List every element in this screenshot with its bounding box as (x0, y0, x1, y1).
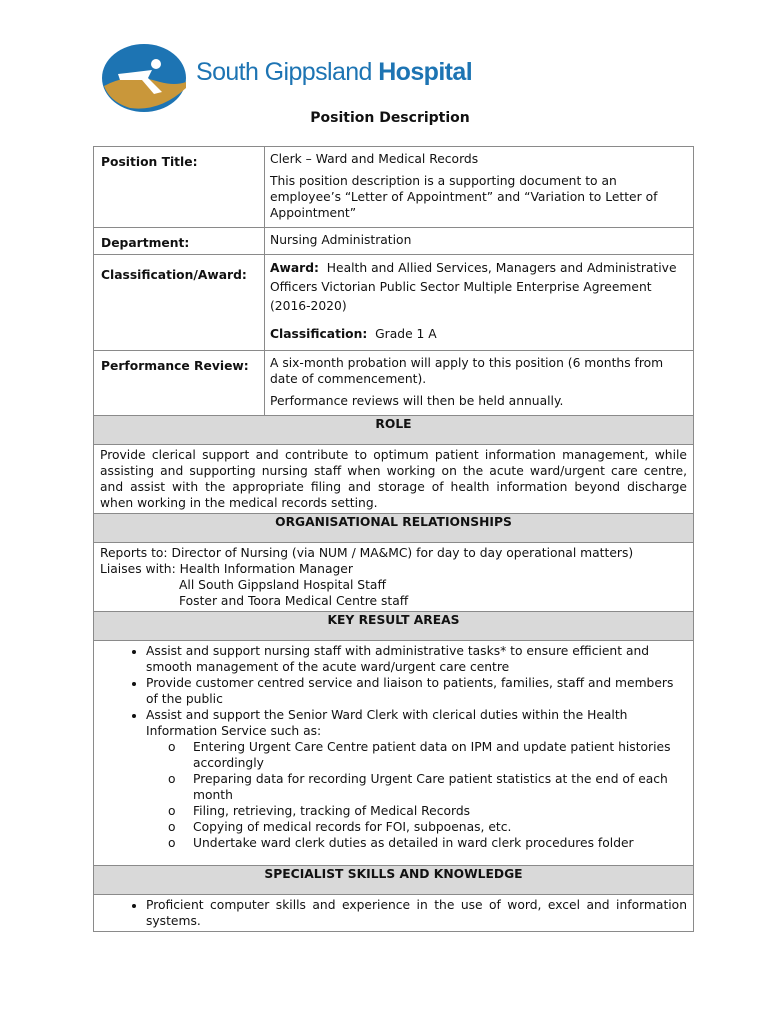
relationships-heading: ORGANISATIONAL RELATIONSHIPS (94, 514, 694, 543)
list-item: • Proficient computer skills and experience in the use of word, excel and information systems. (146, 897, 687, 929)
list-item: o Preparing data for recording Urgent Care patient statistics at the end of each month (176, 771, 687, 803)
role-row (94, 445, 694, 514)
liaises-with: Liaises with: Health Information Manager (100, 562, 353, 576)
award-value: Health and Allied Services, Managers and Administrative Officers Victorian Public Sector Multiple Enterprise Agreement (2016-2020) (270, 261, 677, 313)
role-heading: ROLE (94, 416, 694, 445)
performance-review-row (94, 351, 694, 416)
department-row (94, 228, 694, 255)
department-label: Department: (94, 228, 265, 255)
position-title-label: Position Title: (94, 147, 265, 228)
hospital-name: South Gippsland Hospital (196, 58, 473, 86)
performance-review-label: Performance Review: (94, 351, 265, 416)
hospital-logo (100, 42, 500, 114)
list-item: • Assist and support nursing staff with administrative tasks* to ensure efficient and smooth management of the acute ward/urgent care centre (146, 643, 687, 675)
department-value: Nursing Administration (270, 233, 412, 247)
role-header-row (94, 416, 694, 445)
document-title: Position Description (310, 110, 470, 126)
relationships-header-row (94, 514, 694, 543)
reports-to: Reports to: Director of Nursing (via NUM / MA&MC) for day to day operational matters) (100, 546, 634, 560)
performance-review-value: A six-month probation will apply to this position (6 months from date of commencement). (270, 356, 664, 386)
position-title-row (94, 147, 694, 228)
key-results-heading: KEY RESULT AREAS (94, 612, 694, 641)
specialist-header-row (94, 866, 694, 895)
position-description-table (93, 146, 694, 932)
key-results-header-row (94, 612, 694, 641)
list-item: o Filing, retrieving, tracking of Medical Records (176, 803, 687, 819)
classification-value: Grade 1 A (375, 327, 437, 341)
classification-award-row (94, 255, 694, 351)
specialist-heading: SPECIALIST SKILLS AND KNOWLEDGE (94, 866, 694, 895)
list-item: o Undertake ward clerk duties as detailed in ward clerk procedures folder (176, 835, 687, 851)
list-item: o Copying of medical records for FOI, subpoenas, etc. (176, 819, 687, 835)
position-title-note: This position description is a supporting document to an employee’s “Letter of Appointment” and “Variation to Letter of Appointment” (270, 174, 658, 220)
liaises-item: All South Gippsland Hospital Staff (179, 578, 386, 592)
list-item: o Entering Urgent Care Centre patient data on IPM and update patient histories accordingly (176, 739, 687, 771)
position-title-value: Clerk – Ward and Medical Records (270, 152, 479, 166)
performance-review-note: Performance reviews will then be held annually. (270, 394, 564, 408)
key-results-list (100, 643, 687, 851)
key-results-row (94, 641, 694, 866)
award-label: Award: (270, 261, 319, 275)
key-results-sublist (146, 739, 687, 851)
specialist-row (94, 895, 694, 932)
classification-label: Classification: (270, 327, 368, 341)
specialist-list (100, 897, 687, 929)
classification-award-label: Classification/Award: (94, 255, 265, 351)
role-text: Provide clerical support and contribute to optimum patient information management, while assisting and supporting nursing staff when working on the acute ward/urgent care centre, and assist with the appropriate filing and storage of health information beyond discharge when working in the medical records setting. (94, 445, 694, 514)
hospital-emblem-icon (100, 42, 190, 114)
list-item: • Assist and support the Senior Ward Clerk with clerical duties within the Health Information Service such as: o Entering Urgent Care Centre patient data on IPM and update patient histories accordingly o Preparing data for recording Urgent Care patient statistics at the end of each month o Filing, retrieving, tracking of Medical Records o Copying of medical records for FOI, subpoenas, etc. o Undertake ward clerk duties as detailed in ward clerk procedures folder (146, 707, 687, 851)
list-item: • Provide customer centred service and liaison to patients, families, staff and members of the public (146, 675, 687, 707)
liaises-item: Foster and Toora Medical Centre staff (179, 594, 409, 608)
relationships-row (94, 543, 694, 612)
